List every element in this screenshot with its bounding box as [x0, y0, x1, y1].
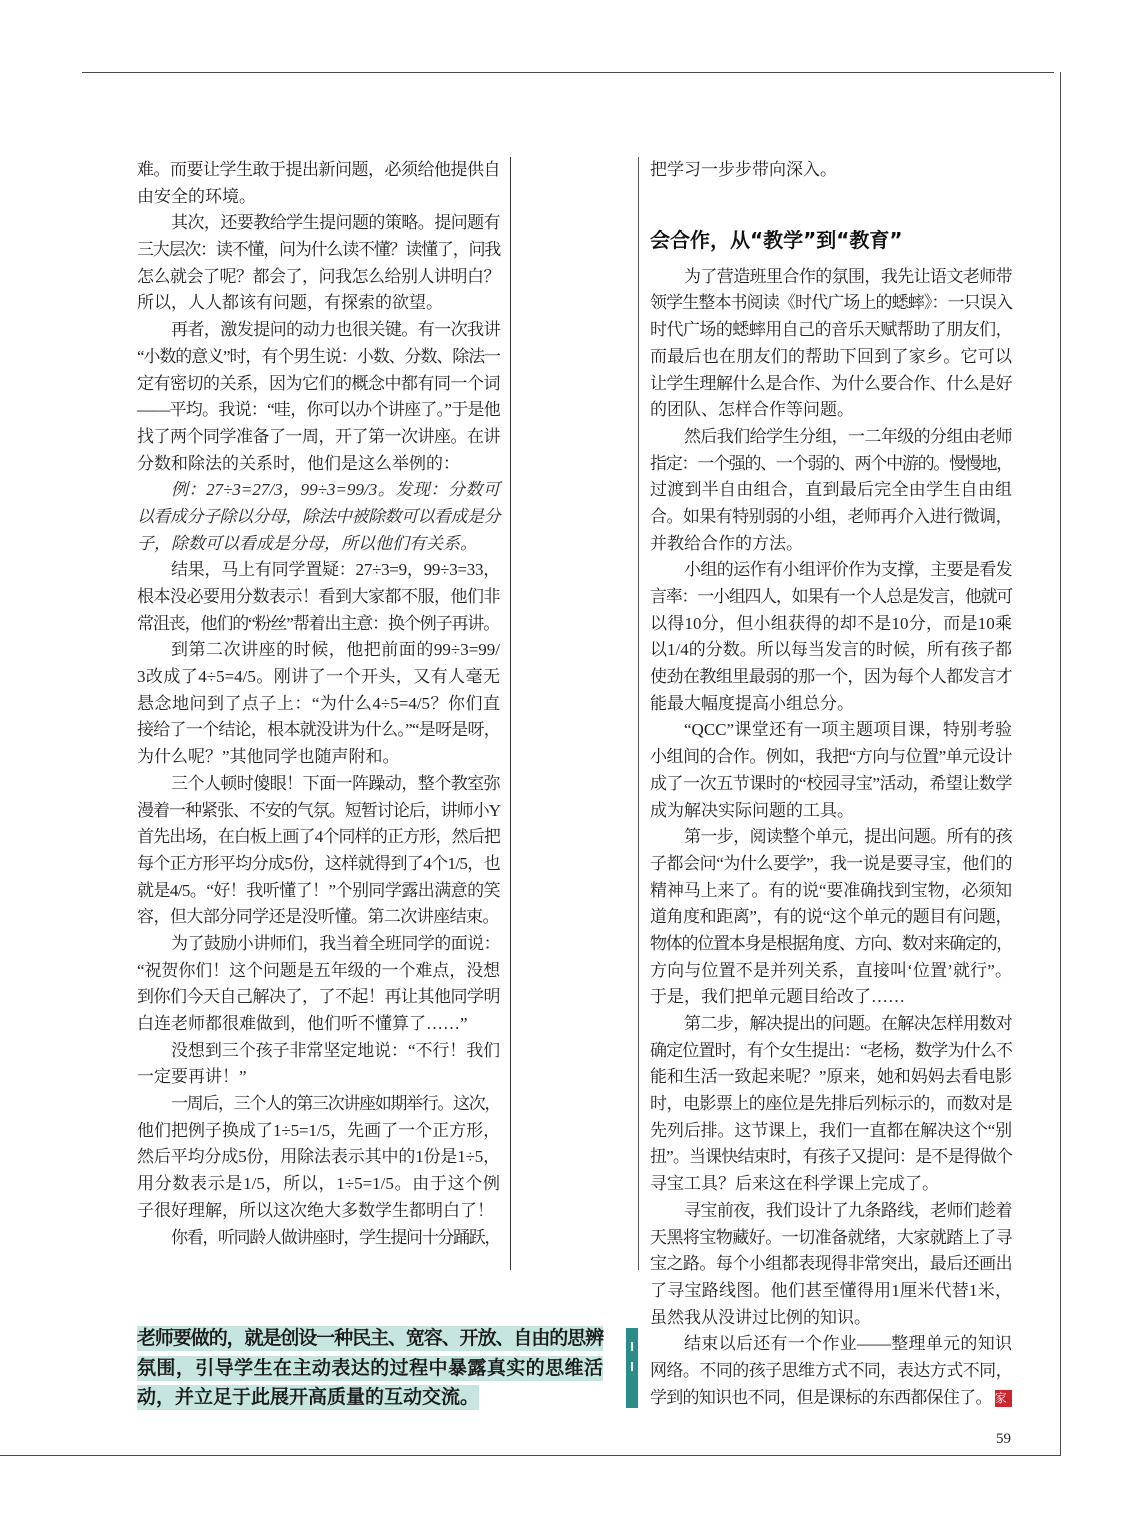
pull-quote-line: 老师要做的，就是创设一种民主、宽容、开放、自由的思辨 [137, 1327, 603, 1349]
text-line: 物体的位置本身是根据角度、方向、数对来确定的， [650, 933, 1012, 953]
text-line [650, 1385, 1012, 1412]
text-line: 他们把例子换成了1÷5=1/5，先画了一个正方形， [137, 1120, 500, 1140]
text-line: 三大层次：读不懂，问为什么读不懂？读懂了，问我 [137, 240, 500, 260]
paragraph [137, 1091, 500, 1224]
text-line: 小组的运作有小组评价作为支撑，主要是看发 [684, 560, 1012, 580]
text-line: 虽然我从没讲过比例的知识。 [650, 1307, 871, 1327]
text-line: 合。如果有特别弱的小组，老师再介入进行微调， [650, 506, 1012, 526]
text-line-content: 学到的知识也不同，但是课标的东西都保住了。 [650, 1387, 992, 1407]
paragraph [137, 1038, 500, 1091]
paragraph [137, 637, 500, 770]
text-line: 结束以后还有一个作业——整理单元的知识 [684, 1334, 1012, 1354]
text-line: 漫着一种紧张、不安的气氛。短暂讨论后，讲师小Y [137, 800, 500, 820]
paragraph [137, 317, 500, 477]
text-line: 指定：一个强的、一个弱的、两个中游的。慢慢地， [650, 453, 1012, 473]
text-line: 以1/4的分数。所以每当发言的时候，所有孩子都 [650, 640, 1012, 660]
text-line: 3改成了4÷5=4/5。刚讲了一个开头，又有人毫无 [137, 667, 500, 687]
top-rule [82, 72, 1054, 73]
text-line: 难。而要让学生敢于提出新问题，必须给他提供自 [137, 160, 500, 179]
text-line: 成为解决实际问题的工具。 [650, 800, 854, 820]
text-line: 一定要再讲！” [137, 1067, 247, 1087]
text-line: 就是4/5。“好！我听懂了！”个别同学露出满意的笑 [137, 880, 500, 900]
paragraph [137, 931, 500, 1038]
text-line: 为什么呢？”其他同学也随声附和。 [137, 747, 400, 767]
column-divider-right [638, 157, 639, 1270]
text-line: 定有密切的关系，因为它们的概念中都有同一个词 [137, 373, 500, 393]
paragraph [650, 1011, 1012, 1198]
text-line: 时代广场的蟋蟀用自己的音乐天赋帮助了朋友们， [650, 320, 1012, 340]
text-line: 言率：一小组四人，如果有一个人总是发言，他就可 [650, 587, 1012, 607]
text-line: 用分数表示是1/5，所以，1÷5=1/5。由于这个例 [137, 1174, 500, 1194]
text-line: 把学习一步步带向深入。 [650, 160, 837, 179]
text-line: 能最大幅度提高小组总分。 [650, 693, 854, 713]
paragraph [137, 157, 500, 210]
paragraph [650, 264, 1012, 424]
text-line: 小组间的合作。例如，我把“方向与位置”单元设计 [650, 747, 1012, 767]
column-divider-left [510, 157, 511, 1270]
paragraph [650, 424, 1012, 557]
text-line: “小数的意义”时，有个男生说：小数、分数、除法一 [137, 346, 500, 366]
pull-quote-line: 氛围，引导学生在主动表达的过程中暴露真实的思维活 [137, 1356, 603, 1379]
text-line: 再者，激发提问的动力也很关键。有一次我讲 [171, 320, 500, 340]
text-line: 子都会问“为什么要学”，我一说是要寻宝，他们的 [650, 853, 1012, 873]
text-line: 所以，人人都该有问题，有探索的欲望。 [137, 293, 443, 313]
text-line: “QCC”课堂还有一项主题项目课，特别考验 [684, 720, 1012, 740]
text-line: 常沮丧，他们的“粉丝”帮着出主意：换个例子再讲。 [137, 613, 500, 633]
paragraph [650, 717, 1012, 824]
quote-accent-bar [626, 1328, 638, 1408]
text-line: 道角度和距离”，有的说“这个单元的题目有问题， [650, 907, 1012, 927]
text-line: 第二步，解决提出的问题。在解决怎样用数对 [684, 1014, 1012, 1034]
text-line: 成了一次五节课时的“校园寻宝”活动，希望让数学 [650, 773, 1012, 793]
text-line: 找了两个同学准备了一周，开了第一次讲座。在讲 [137, 426, 500, 446]
text-line: 能和生活一致起来呢？”原来，她和妈妈去看电影 [650, 1067, 1012, 1087]
text-line: 以看成分子除以分母，除法中被除数可以看成是分 [137, 506, 500, 526]
text-line: 了寻宝路线图。他们甚至懂得用1厘米代替1米， [650, 1280, 1012, 1300]
text-line: 然后平均分成5份，用除法表示其中的1份是1÷5， [137, 1147, 500, 1167]
bottom-rule [0, 1455, 1061, 1456]
text-line: 怎么就会了呢？都会了，问我怎么给别人讲明白？ [137, 266, 500, 286]
text-line: 精神马上来了。有的说“要准确找到宝物，必须知 [650, 880, 1012, 900]
accent-tick [631, 1342, 633, 1351]
text-line: 子很好理解，所以这次绝大多数学生都明白了！ [137, 1200, 494, 1220]
text-line: 让学生理解什么是合作、为什么要合作、什么是好 [650, 373, 1012, 393]
text-line: 过渡到半自由组合，直到最后完全由学生自由组 [650, 480, 1012, 500]
example-paragraph [137, 477, 500, 557]
paragraph [650, 157, 1012, 184]
text-line: 白连老师都很难做到，他们听不懂算了……” [137, 1014, 468, 1033]
text-line: 寻宝工具？后来这在科学课上完成了。 [650, 1174, 939, 1194]
right-column [650, 157, 1012, 1411]
text-line: 其次，还要教给学生提问题的策略。提问题有 [171, 213, 500, 233]
section-heading: 会合作，从“教学”到“教育” [650, 227, 903, 252]
text-line: 三个人顿时傻眼！下面一阵躁动，整个教室弥 [171, 773, 500, 793]
text-line: 到你们今天自己解决了，了不起！再让其他同学明 [137, 987, 500, 1007]
text-line: 结果，马上有同学置疑：27÷3=9，99÷3=33， [171, 560, 500, 580]
text-line: 每个正方形平均分成5份，这样就得到了4个1/5，也 [137, 853, 500, 873]
paragraph [650, 824, 1012, 1011]
text-line: 容，但大部分同学还是没听懂。第二次讲座结束。 [137, 907, 500, 927]
text-line: 根本没必要用分数表示！看到大家都不服，他们非 [137, 587, 500, 606]
text-line: 到第二次讲座的时候，他把前面的99÷3=99/ [171, 640, 500, 660]
end-mark-icon: 家 [995, 1390, 1012, 1407]
text-line: 分数和除法的关系时，他们是这么举例的： [137, 453, 460, 473]
text-line: 子，除数可以看成是分母，所以他们有关系。 [137, 533, 477, 553]
text-line: 然后我们给学生分组，一二年级的分组由老师 [684, 426, 1012, 446]
text-line: 的团队、怎样合作等问题。 [650, 400, 854, 420]
text-line: 方向与位置不是并列关系，直接叫‘位置’就行”。 [650, 960, 1012, 980]
text-line: 第一步，阅读整个单元，提出问题。所有的孩 [684, 827, 1012, 847]
text-line: ——平均。我说：“哇，你可以办个讲座了。”于是他 [137, 400, 500, 420]
paragraph [137, 1225, 500, 1252]
text-line: 时，电影票上的座位是先排后列标示的，而数对是 [650, 1094, 1012, 1114]
pull-quote-line: 动，并立足于此展开高质量的互动交流。 [137, 1386, 480, 1408]
accent-tick [631, 1362, 633, 1371]
text-line: 首先出场，在白板上画了4个同样的正方形，然后把 [137, 827, 500, 847]
text-line: 而最后也在朋友们的帮助下回到了家乡。它可以 [650, 346, 1012, 366]
text-line: “祝贺你们！这个问题是五年级的一个难点，没想 [137, 960, 500, 980]
text-line: 网络。不同的孩子思维方式不同，表达方式不同， [650, 1360, 1012, 1380]
text-line: 为了营造班里合作的氛围，我先让语文老师带 [684, 266, 1012, 286]
text-line: 并教给合作的方法。 [650, 533, 803, 553]
text-line: 天黑将宝物藏好。一切准备就绪，大家就踏上了寻 [650, 1227, 1012, 1247]
text-line: 使劲在教组里最弱的那一个，因为每个人都发言才 [650, 667, 1012, 687]
text-line: 寻宝前夜，我们设计了九条路线，老师们趁着 [684, 1200, 1012, 1220]
text-line: 为了鼓励小讲师们，我当着全班同学的面说： [171, 933, 500, 953]
text-line: 一周后，三个人的第三次讲座如期举行。这次， [171, 1094, 500, 1114]
pull-quote [137, 1326, 603, 1415]
text-line: 以得10分，但小组获得的却不是10分，而是10乘 [650, 613, 1012, 633]
text-line: 悬念地问到了点子上：“为什么4÷5=4/5？你们直 [137, 693, 500, 713]
text-line: 接给了一个结论，根本就没讲为什么。”“是呀是呀， [137, 720, 500, 740]
paragraph [650, 557, 1012, 717]
text-line: 没想到三个孩子非常坚定地说：“不行！我们 [171, 1040, 500, 1060]
text-line: 确定位置时，有个女生提出：“老杨，数学为什么不 [650, 1040, 1012, 1060]
text-line: 你看，听同龄人做讲座时，学生提问十分踊跃， [171, 1227, 500, 1247]
paragraph [137, 771, 500, 931]
text-line: 于是，我们把单元题目给改了…… [650, 987, 905, 1007]
text-line: 先列后排。这节课上，我们一直都在解决这个“别 [650, 1120, 1012, 1140]
text-line: 由安全的环境。 [137, 186, 256, 206]
paragraph [137, 210, 500, 317]
left-column [137, 157, 500, 1251]
text-line: 领学生整本书阅读《时代广场上的蟋蟀》：一只误入 [650, 293, 1012, 313]
text-line: 扭”。当课快结束时，有孩子又提问：是不是得做个 [650, 1147, 1012, 1167]
page-number: 59 [996, 1431, 1011, 1447]
text-line: 例：27÷3=27/3，99÷3=99/3。发现：分数可 [171, 480, 500, 500]
paragraph [650, 1331, 1012, 1411]
paragraph [137, 557, 500, 637]
paragraph [650, 1198, 1012, 1331]
right-frame-line [1060, 72, 1061, 1456]
text-line: 宝之路。每个小组都表现得非常突出，最后还画出 [650, 1254, 1012, 1274]
